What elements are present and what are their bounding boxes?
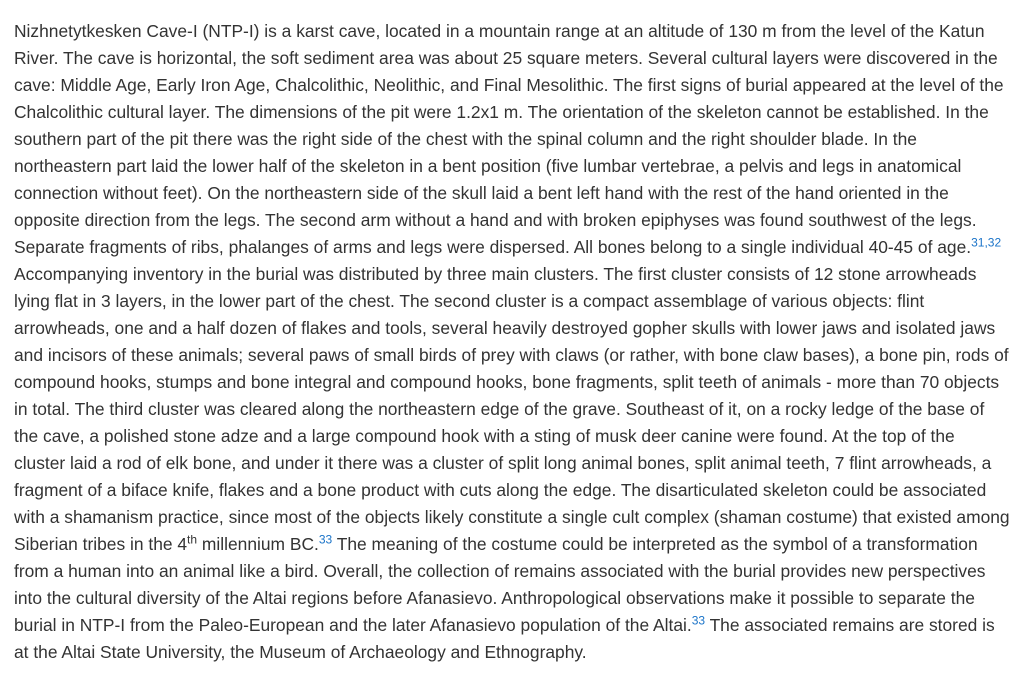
paragraph	[14, 18, 1010, 666]
text-segment-5: The associated remains are stored is at the Altai State University, the Museum of Archaeology and Ethnography.	[14, 615, 995, 662]
ordinal-suffix: th	[187, 532, 198, 547]
citation-link-33-first[interactable]: 33	[318, 532, 333, 547]
text-segment-1: Nizhnetytkesken Cave-I (NTP-I) is a karst cave, located in a mountain range at an altitude of 130 m from the level of the Katun River. The cave is horizontal, the soft sediment area was about 25 square meters. Several cultural layers were discovered in the cave: Middle Age, Early Iron Age, Chalcolithic, Neolithic, and Final Mesolithic. The first signs of burial appeared at the level of the Chalcolithic cultural layer. The dimensions of the pit were 1.2x1 m. The orientation of the skeleton cannot be established. In the southern part of the pit there was the right side of the chest with the spinal column and the right shoulder blade. In the northeastern part laid the lower half of the skeleton in a bent position (five lumbar vertebrae, a pelvis and legs in anatomical connection without feet). On the northeastern side of the skull laid a bent left hand with the rest of the hand oriented in the opposite direction from the legs. The second arm without a hand and with broken epiphyses was found southwest of the legs. Separate fragments of ribs, phalanges of arms and legs were dispersed. All bones belong to a single individual 40-45 of age.	[14, 21, 1004, 257]
text-segment-2: Accompanying inventory in the burial was distributed by three main clusters. The first cluster consists of 12 stone arrowheads lying flat in 3 layers, in the lower part of the chest. The second cluster is a compact assemblage of various objects: flint arrowheads, one and a half dozen of flakes and tools, several heavily destroyed gopher skulls with lower jaws and isolated jaws and incisors of these animals; several paws of small birds of prey with claws (or rather, with bone claw bases), a bone pin, rods of compound hooks, stumps and bone integral and compound hooks, bone fragments, split teeth of animals - more than 70 objects in total. The third cluster was cleared along the northeastern edge of the grave. Southeast of it, on a rocky ledge of the base of the cave, a polished stone adze and a large compound hook with a sting of musk deer canine were found. At the top of the cluster laid a rod of elk bone, and under it there was a cluster of split long animal bones, split animal teeth, 7 flint arrowheads, a fragment of a biface knife, flakes and a bone product with cuts along the edge. The disarticulated skeleton could be associated with a shamanism practice, since most of the objects likely constitute a single cult complex (shaman costume) that existed among Siberian tribes in the	[14, 264, 1010, 554]
citation-33-second[interactable]	[692, 613, 705, 627]
text-segment-4: The meaning of the costume could be interpreted as the symbol of a transformation from a human into an animal like a bird. Overall, the collection of remains associated with the burial provides new perspectives into the cultural diversity of the Altai regions before Afanasievo. Anthropological observations make it possible to separate the burial in NTP-I from the Paleo-European and the later Afanasievo population of the Altai.	[14, 534, 986, 635]
citation-31-32[interactable]	[971, 235, 1001, 249]
article-body	[14, 18, 1010, 666]
citation-link-31-32[interactable]: 31,32	[971, 235, 1002, 250]
citation-link-33-second[interactable]: 33	[691, 613, 706, 628]
text-segment-3: millennium BC.	[197, 534, 319, 554]
citation-33-first[interactable]	[319, 532, 332, 546]
millennium-number: 4	[177, 534, 188, 554]
